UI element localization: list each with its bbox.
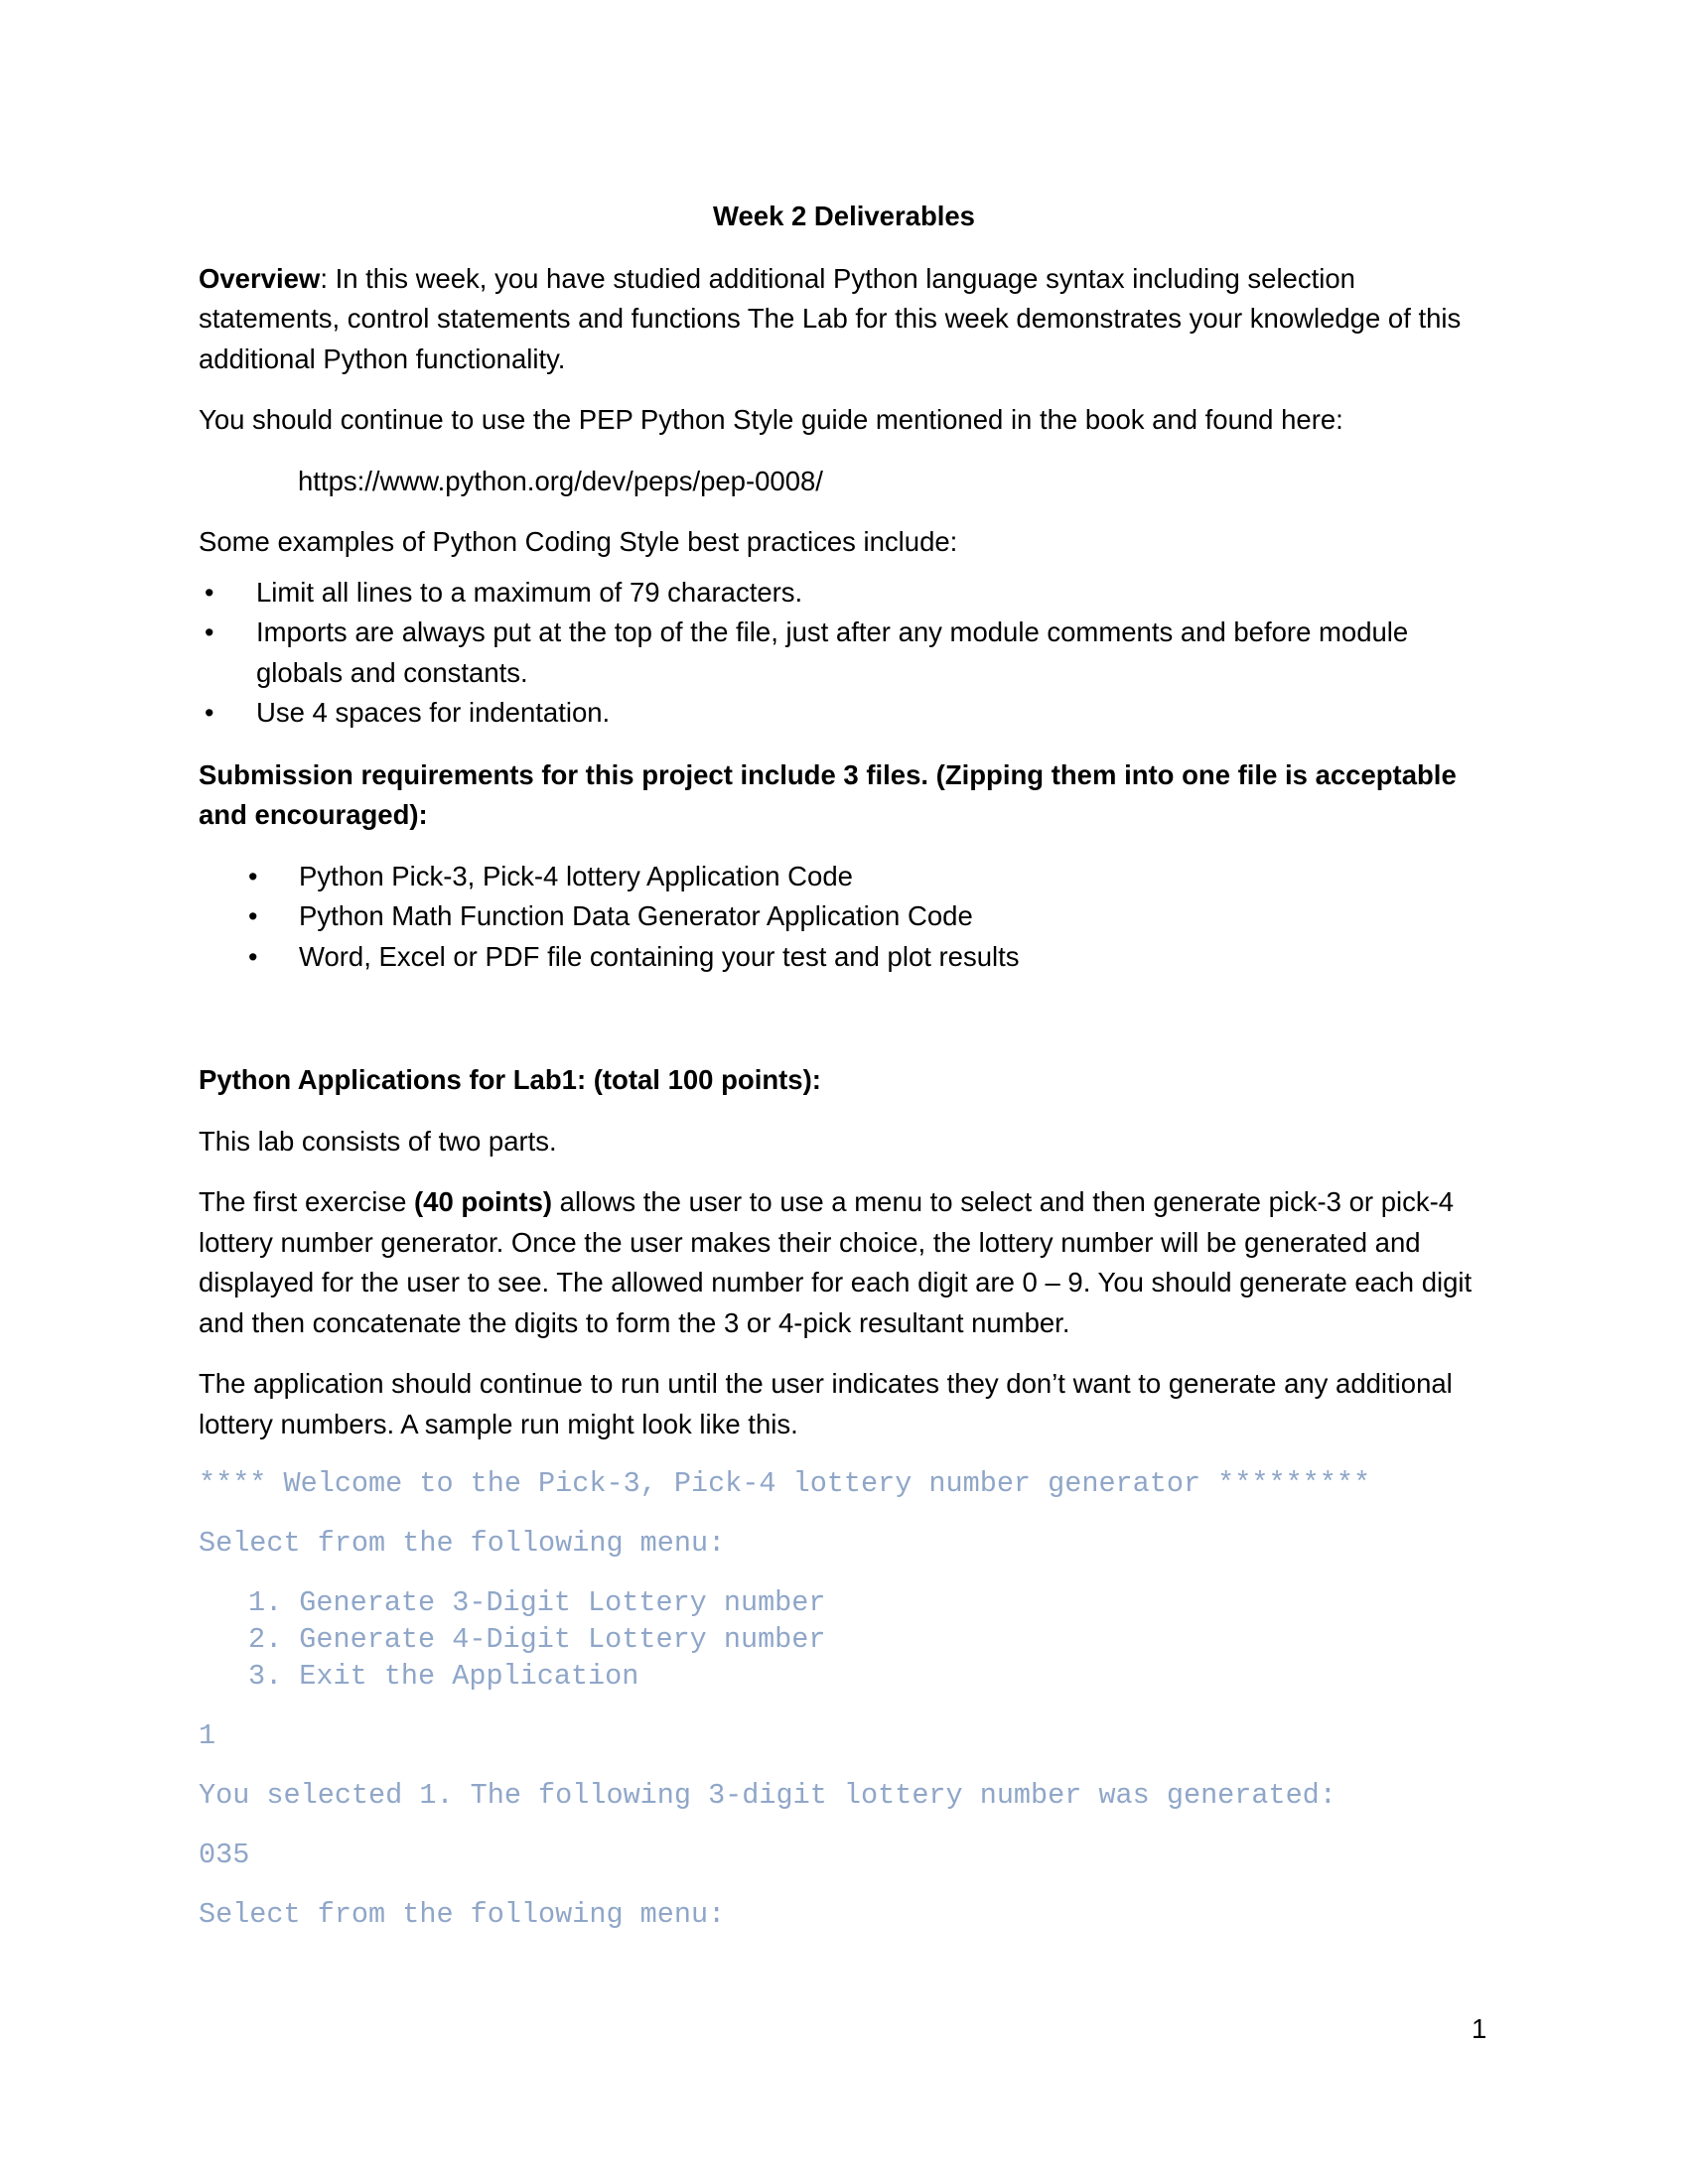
style-guide-intro: You should continue to use the PEP Python Style guide mentioned in the book and found here: <box>199 404 1343 435</box>
bullet-icon: • <box>205 577 214 608</box>
sample-menu-list <box>199 1584 1489 1695</box>
list-item: 3. Exit the Application <box>248 1660 639 1693</box>
bullet-icon: • <box>205 617 214 647</box>
bullet-icon: • <box>248 861 258 891</box>
apps-heading: Python Applications for Lab1: (total 100 points): <box>199 1064 821 1095</box>
page-content <box>199 197 1489 1956</box>
section-spacer <box>199 999 1489 1060</box>
list-item: 2. Generate 4-Digit Lottery number <box>248 1623 826 1656</box>
overview-label: Overview <box>199 262 321 294</box>
list-item: • Python Pick-3, Pick-4 lottery Application Code <box>199 857 1489 897</box>
list-item: • Python Math Function Data Generator Application Code <box>199 896 1489 937</box>
continue-paragraph: The application should continue to run until the user indicates they don’t want to generate any additional lottery numbers. A sample run might look like this. <box>199 1368 1453 1439</box>
exercise1-paragraph: The first exercise (40 points) allows the user to use a menu to select and then generate pick-3 or pick-4 lottery number generator. Once the user makes their choice, the lottery number will be generated and displayed for the user to see. The allowed number for each digit are 0 – 9. You should generate each digit and then concatenate the digits to form the 3 or 4-pick resultant number. <box>199 1186 1473 1338</box>
parts-text: This lab consists of two parts. <box>199 1125 557 1157</box>
bullet-icon: • <box>248 941 258 972</box>
sample-select-menu-again: Select from the following menu: <box>199 1898 726 1931</box>
list-item: • Use 4 spaces for indentation. <box>199 693 1489 734</box>
submission-files-list <box>199 857 1489 978</box>
page-title: Week 2 Deliverables <box>713 201 975 231</box>
sample-select-menu: Select from the following menu: <box>199 1527 726 1560</box>
bullet-icon: • <box>248 901 258 931</box>
overview-paragraph <box>199 259 1489 380</box>
best-practices-list <box>199 573 1489 734</box>
overview-text: : In this week, you have studied additional Python language syntax including selection statements, control statements and functions The Lab for this week demonstrates your knowledge of this additional Python functionality. <box>199 262 1462 374</box>
sample-welcome-line: **** Welcome to the Pick-3, Pick-4 lottery number generator ********* <box>199 1467 1371 1500</box>
sample-result-number: 035 <box>199 1839 250 1871</box>
bullet-icon: • <box>205 698 214 728</box>
style-guide-url: https://www.python.org/dev/peps/pep-0008/ <box>298 465 823 496</box>
submission-heading: Submission requirements for this project include 3 files. (Zipping them into one file is acceptable and encouraged): <box>199 758 1457 830</box>
list-item: 1. Generate 3-Digit Lottery number <box>248 1586 826 1619</box>
list-item: • Limit all lines to a maximum of 79 characters. <box>199 573 1489 614</box>
list-item: • Word, Excel or PDF file containing your test and plot results <box>199 937 1489 978</box>
sample-result-text: You selected 1. The following 3-digit lottery number was generated: <box>199 1779 1336 1812</box>
list-item: • Imports are always put at the top of the file, just after any module comments and before module globals and constants. <box>199 613 1489 693</box>
page-number: 1 <box>1472 2013 1487 2044</box>
sample-user-input: 1 <box>199 1719 216 1752</box>
exercise1-points: (40 points) <box>414 1186 553 1217</box>
examples-intro: Some examples of Python Coding Style best practices include: <box>199 526 958 557</box>
